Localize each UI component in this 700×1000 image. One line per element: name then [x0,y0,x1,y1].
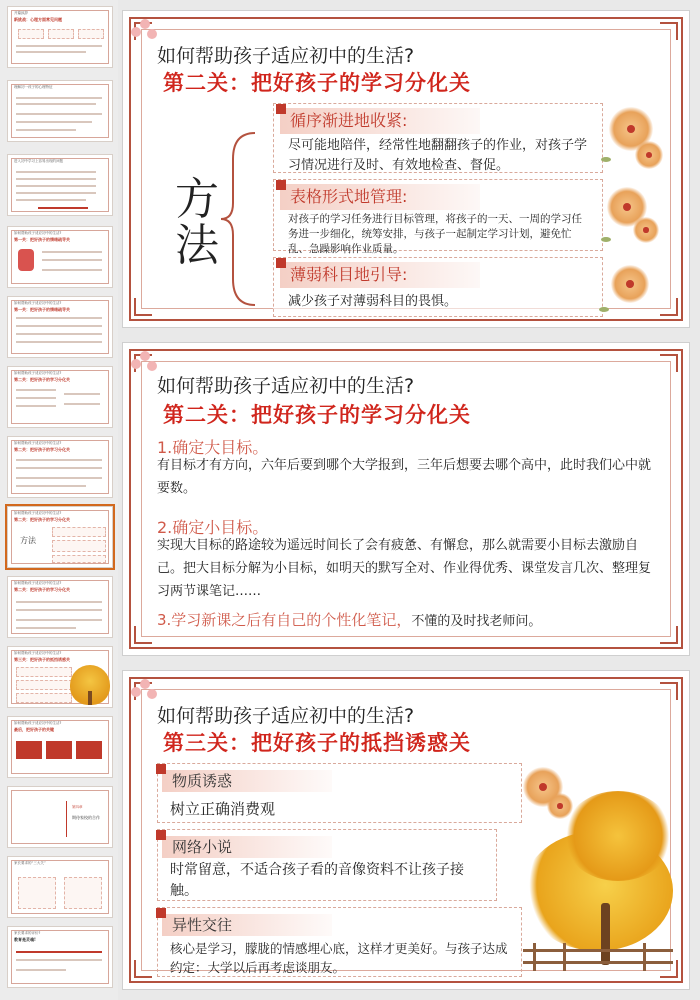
thumbnail-text-line [16,325,102,327]
thumbnail-text-line [38,207,88,209]
thumbnail-text-line [16,199,86,201]
thumbnail-text-line [16,113,102,115]
thumbnail-text-line [16,97,102,99]
thumbnail-text-line [16,459,102,461]
fence-post [533,943,536,971]
method-item-heading: 表格形式地管理: [280,184,480,210]
corner-ornament [660,682,678,700]
section-3-tail: 不懂的及时找老师问。 [411,614,542,629]
temptation-item-heading: 网络小说 [162,836,332,858]
fence-decoration [523,949,673,952]
leaf-decoration [599,307,609,312]
slide-thumbnail-13[interactable] [7,856,113,918]
fence-decoration [523,961,673,964]
thumbnail-text-line [42,251,102,253]
thumbnail-box [18,877,56,909]
slide-title: 如何帮助孩子适应初中的生活? [157,45,415,67]
method-item-1 [273,103,603,173]
thumbnail-text-line [64,393,100,395]
slide-preview-1[interactable] [122,10,690,328]
thumbnail-text-line [16,601,102,603]
thumbnail-title: 如何帮助孩子适应初中的生活? [14,371,62,375]
fence-post [563,943,566,971]
thumbnail-text-line [16,405,56,407]
thumbnail-title: 如何帮助孩子适应初中的生活? [14,581,62,585]
thumbnail-box [16,667,72,677]
slide-preview-3[interactable] [122,670,690,990]
section-text-1: 有目标才有方向，六年后要到哪个大学报到，三年后想要去哪个高中，此时我们心中就要数。 [157,458,652,496]
thumbnail-text-line [16,121,92,123]
thumbnail-text-line [16,45,102,47]
method-item-3 [273,257,603,317]
thumbnail-box [16,680,72,690]
slide-preview-2[interactable] [122,342,690,656]
temptation-item-2 [157,829,497,901]
thumbnail-divider [66,801,67,837]
thumbnail-title: 如何帮助孩子适应初中的生活? [14,301,62,305]
thumbnail-text-line [16,341,102,343]
thumbnail-subtitle: 期待家校的合作 [72,815,100,820]
thumbnail-text-line [16,609,102,611]
temptation-item-text: 树立正确消费观 [170,800,276,818]
slide-thumbnail-5[interactable] [7,296,113,358]
thumbnail-subtitle: 最后，把好孩子的关键 [14,727,54,732]
method-item-text: 尽可能地陪伴，经常性地翻翻孩子的作业，对孩子学习情况进行及时、有效地检查、督促。 [288,138,588,174]
section-3-heading: 3.学习新课之后有自己的个性化笔记， [157,611,412,629]
slide-thumbnail-panel [0,0,118,1000]
thumbnail-text-line [16,619,102,621]
corner-ornament [660,298,678,316]
thumbnail-red-block [16,741,42,759]
leaf-decoration [601,237,611,242]
thumbnail-subtitle: 第二关：把好孩子的学习分化关 [14,517,70,522]
thumbnail-text-line [16,103,96,105]
thumbnail-box [16,693,72,703]
thumbnail-text-line [42,269,102,271]
thumbnail-subtitle: 第三关：把好孩子的抵挡诱惑关 [14,657,70,662]
thumbnail-tree-trunk [88,691,92,705]
thumbnail-box [78,29,104,39]
thumbnail-text-line [16,178,96,180]
thumbnail-subtitle: 第二关：把好孩子的学习分化关 [14,377,70,382]
thumbnail-box [52,540,106,552]
thumbnail-title: 第四章 [72,805,83,809]
slide-title: 如何帮助孩子适应初中的生活? [157,705,415,727]
corner-ornament [660,22,678,40]
blossom-decoration [131,679,159,707]
leaf-decoration [601,157,611,162]
thumbnail-text-line [16,333,102,335]
method-item-2 [273,179,603,256]
slide-title: 如何帮助孩子适应初中的生活? [157,375,415,397]
section-heading-2: 2.确定小目标。 [157,518,269,537]
temptation-item-text: 核心是学习，朦胧的情感埋心底，这样才更美好。与孩子达成约定：大学以后再考虑谈朋友。 [170,941,508,975]
thumbnail-box [48,29,74,39]
thumbnail-text-line [16,477,102,479]
blossom-decoration [131,19,159,47]
thumbnail-subtitle: 新挑战：心理方面常见问题 [14,17,62,22]
slide-thumbnail-4[interactable] [7,226,113,288]
method-item-text: 减少孩子对薄弱科目的畏惧。 [288,294,458,309]
thumbnail-red-block [76,741,102,759]
corner-ornament [134,626,152,644]
chrysanthemum-decoration [611,265,649,303]
method-item-text: 对孩子的学习任务进行目标管理，将孩子的一天、一周的学习任务进一步细化，统筹安排，与孩子一起制定学习计划，避免忙乱、急躁影响作业质量。 [288,213,582,256]
slide-thumbnail-11[interactable] [7,716,113,778]
thumbnail-text-line [16,171,96,173]
temptation-item-text: 时常留意，不适合孩子看的音像资料不让孩子接触。 [170,862,464,899]
thumbnail-box [18,29,44,39]
thumbnail-text-line [42,259,102,261]
slide-thumbnail-12[interactable] [7,786,113,848]
temptation-item-heading: 异性交往 [162,914,332,936]
thumbnail-title: 如何帮助孩子适应初中的生活? [14,441,62,445]
slide-subtitle: 第二关：把好孩子的学习分化关 [163,71,471,95]
fence-post [643,943,646,971]
thumbnail-box [52,555,106,563]
slide-thumbnail-2[interactable] [7,80,113,142]
temptation-item-3 [157,907,522,977]
method-char-1: 方 [175,174,219,225]
slide-thumbnail-6[interactable] [7,366,113,428]
chrysanthemum-decoration [635,141,663,169]
thumbnail-text-line [16,969,66,971]
slide-subtitle: 第二关：把好孩子的学习分化关 [163,403,471,427]
autumn-tree-decoration [563,791,673,881]
slide-thumbnail-7[interactable] [7,436,113,498]
thumbnail-title: 如何帮助孩子适应初中的生活? [14,721,62,725]
thumbnail-title: 开篇致辞 [14,11,28,15]
thumbnail-method-text: 方法 [20,536,36,545]
method-item-heading: 循序渐进地收紧: [280,108,480,134]
slide-thumbnail-9[interactable] [7,576,113,638]
thumbnail-text-line [16,185,96,187]
method-item-heading: 薄弱科目地引导: [280,262,480,288]
thumbnail-text-line [16,192,96,194]
thumbnail-title: 如何帮助孩子适应初中的生活? [14,651,62,655]
corner-ornament [660,354,678,372]
thumbnail-text-line [16,485,86,487]
slide-thumbnail-1[interactable] [7,6,113,68]
section-heading-3 [157,609,541,630]
blossom-decoration [131,351,159,379]
thumbnail-text-line [16,51,86,53]
corner-ornament [134,298,152,316]
thumbnail-box [64,877,102,909]
thumbnail-text-line [16,317,102,319]
thumbnail-title: 理解初一孩子的心理特征 [14,85,53,89]
thumbnail-text-line [16,397,56,399]
thumbnail-title: 家长要求的“三大关” [14,861,46,865]
slide-thumbnail-14[interactable] [7,926,113,988]
corner-ornament [660,626,678,644]
thumbnail-title: 家长要求的评价? [14,931,41,935]
section-text-2: 实现大目标的路途较为遥远时间长了会有疲惫、有懈怠，那么就需要小目标去激励自己。把大目标分解为小目标，如明天的默写全对、作业得优秀、课堂发言几次、整理复习两节课笔记…… [157,538,652,599]
thumbnail-text-line [16,959,102,961]
slide-thumbnail-10[interactable] [7,646,113,708]
slide-thumbnail-3[interactable] [7,154,113,216]
thumbnail-red-block [46,741,72,759]
thumbnail-figure [18,249,34,271]
section-heading-1: 1.确定大目标。 [157,438,269,457]
chrysanthemum-decoration [547,793,573,819]
thumbnail-text-line [64,403,100,405]
thumbnail-subtitle: 第一关：把好孩子的情绪疏导关 [14,237,70,242]
thumbnail-text-line [16,129,76,131]
thumbnail-title: 如何帮助孩子适应初中的生活? [14,231,62,235]
temptation-item-1 [157,763,522,823]
curly-brace-icon [219,129,259,309]
thumbnail-subtitle: 第一关：把好孩子的情绪疏导关 [14,307,70,312]
thumbnail-title: 如何帮助孩子适应初中的生活? [14,511,62,515]
tree-trunk [601,903,610,965]
slide-thumbnail-8-selected[interactable] [7,506,113,568]
thumbnail-text-line [16,389,56,391]
thumbnail-text-line [16,467,102,469]
temptation-item-heading: 物质诱惑 [162,770,332,792]
corner-ornament [134,960,152,978]
method-char-2: 法 [175,220,219,271]
thumbnail-box [52,527,106,537]
chrysanthemum-decoration [633,217,659,243]
slide-subtitle: 第三关：把好孩子的抵挡诱惑关 [163,731,471,755]
thumbnail-text-line [16,951,102,953]
thumbnail-text-line [16,627,76,629]
thumbnail-title: 进入初中学习上容易出现的问题 [14,159,63,163]
thumbnail-subtitle: 教育是灵魂! [14,937,36,942]
thumbnail-subtitle: 第二关：把好孩子的学习分化关 [14,587,70,592]
thumbnail-subtitle: 第二关：把好孩子的学习分化关 [14,447,70,452]
